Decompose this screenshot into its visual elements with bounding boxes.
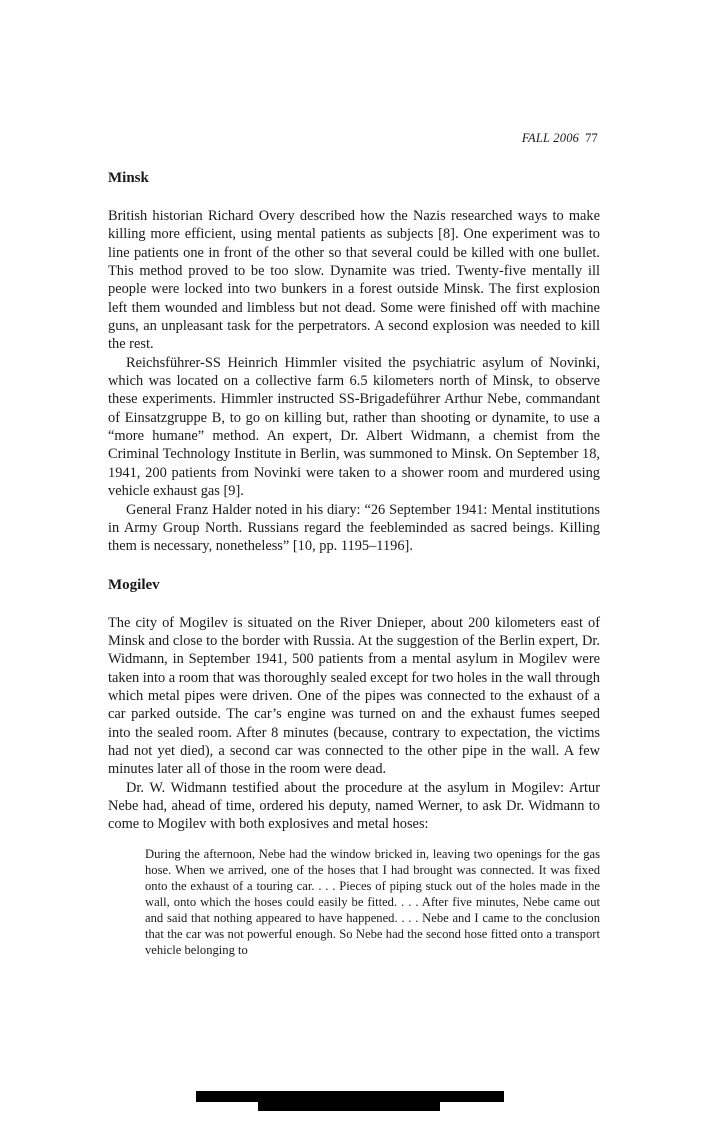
section-mogilev — [108, 575, 600, 959]
running-header — [522, 131, 598, 146]
section-heading-minsk: Minsk — [108, 170, 149, 186]
block-quote: During the afternoon, Nebe had the window bricked in, leaving two openings for the gas hose. When we arrived, one of the hoses that I had brought was connected. It was fixed onto the exhaust of a touring car. . . . Pieces of piping stuck out of the holes made in the wall, onto which the hoses could easily be fitted. . . . After five minutes, Nebe came out and said that nothing appeared to have happened. . . . Nebe and I came to the conclusion that the car was not powerful enough. So Nebe had the second hose fitted onto a transport vehicle belonging to — [145, 846, 600, 958]
paragraph: Dr. W. Widmann testified about the procedure at the asylum in Mogilev: Artur Nebe had, ahead of time, ordered his deputy, named Werner, to ask Dr. Widmann to come to Mogilev with both explosives and metal hoses: — [108, 779, 600, 833]
section-heading-mogilev: Mogilev — [108, 576, 160, 593]
redaction-bar — [258, 1100, 440, 1111]
page-number: 77 — [585, 131, 598, 145]
journal-issue: FALL 2006 — [521, 131, 580, 145]
article-body — [108, 168, 600, 958]
paragraph: Reichsführer-SS Heinrich Himmler visited the psychiatric asylum of Novinki, which was located on a collective farm 6.5 kilometers north of Minsk, to observe these experiments. Himmler instructed SS-Brigadeführer Arthur Nebe, commandant of Einsatzgruppe B, to go on killing but, rather than shooting or dynamite, to use a “more humane” method. An expert, Dr. Albert Widmann, a chemist from the Criminal Technology Institute in Berlin, was summoned to Minsk. On September 18, 1941, 200 patients from Novinki were taken to a shower room and murdered using vehicle exhaust gas [9]. — [108, 354, 600, 500]
section-minsk — [108, 168, 600, 556]
paragraph: British historian Richard Overy described how the Nazis researched ways to make killing more efficient, using mental patients as subjects [8]. One experiment was to line patients one in front of the other so that several could be killed with one bullet. This method proved to be too slow. Dynamite was tried. Twenty-five mentally ill people were locked into two bunkers in a forest outside Minsk. The first explosion left them wounded and limbless but not dead. Some were finished off with machine guns, an unpleasant task for the perpetrators. A second explosion was needed to kill the rest. — [108, 208, 600, 353]
paragraph: General Franz Halder noted in his diary: “26 September 1941: Mental institutions in Army Group North. Russians regard the feebleminded as sacred beings. Killing them is necessary, nonetheless” [10, pp. 1195–1196]. — [108, 501, 600, 555]
paragraph: The city of Mogilev is situated on the River Dnieper, about 200 kilometers east of Minsk and close to the border with Russia. At the suggestion of the Berlin expert, Dr. Widmann, in September 1941, 500 patients from a mental asylum in Mogilev were taken into a room that was thoroughly sealed except for two holes in the wall through which metal pipes were driven. One of the pipes was connected to the exhaust of a car parked outside. The car’s engine was turned on and the exhaust fumes seeped into the sealed room. After 8 minutes (because, contrary to expectation, the victims had not yet died), a second car was connected to the other pipe in the wall. A few minutes later all of those in the room were dead. — [108, 614, 600, 778]
